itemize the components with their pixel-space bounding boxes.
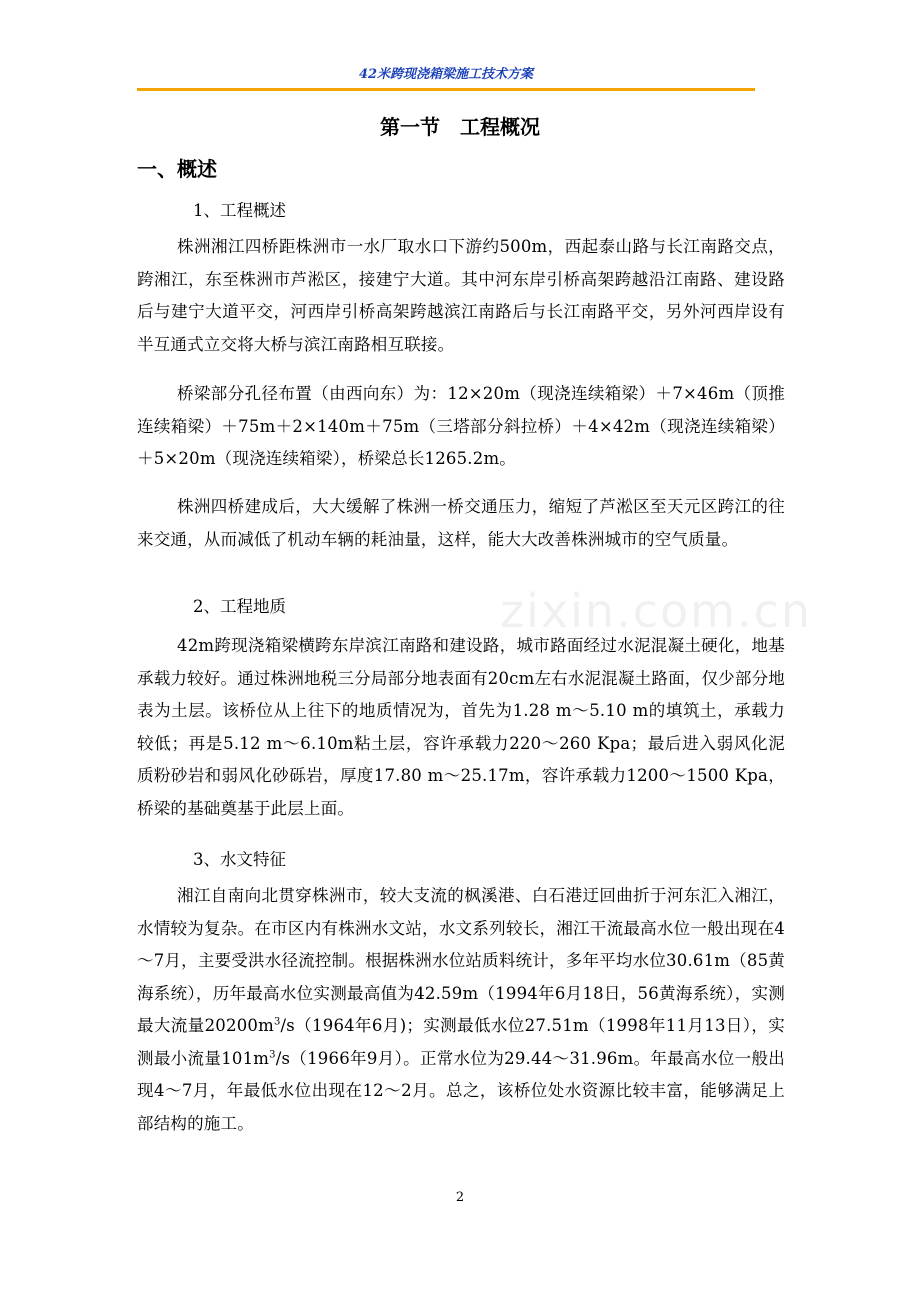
paragraph-geology: 42m跨现浇箱梁横跨东岸滨江南路和建设路，城市路面经过水泥混凝土硬化，地基承载力较好。通过株洲地税三分局部分地表面有20cm左右水泥混凝土路面，仅少部分地表为土层。该桥位从上往下的地质情况为，首先为1.28 m～5.10 m的填筑土，承载力较低；再是5.12 m～6.10m粘土层，容许承载力220～260 Kpa；最后进入弱风化泥质粉砂岩和弱风化砂砾岩，厚度17.80 m～25.17m，容许承载力1200～1500 Kpa，桥梁的基础奠基于此层上面。 [137, 636, 785, 818]
watermark: zixin.com.cn [500, 584, 813, 638]
hydrology-text-a: 湘江自南向北贯穿株洲市，较大支流的枫溪港、白石港迂回曲折于河东汇入湘江，水情较为复杂。在市区内有株洲水文站，水文系列较长，湘江干流最高水位一般出现在4～7月，主要受洪水径流控制。根据株洲水位站质料统计，多年平均水位30.61m（85黄海系统），历年最高水位实测最高值为42.59m（1994年6月18日，56黄海系统），实测最大流量20200m [137, 886, 785, 1035]
page-number: 2 [455, 1190, 465, 1205]
heading-overview: 一、概述 [137, 157, 217, 181]
hydrology-text-c: /s（1966年9月）。正常水位为29.44～31.96m。年最高水位一般出现4～7月，年最低水位出现在12～2月。总之，该桥位处水资源比较丰富，能够满足上部结构的施工。 [137, 1048, 785, 1133]
subheading-hydrology: 3、水文特征 [193, 850, 286, 869]
paragraph-span-layout: 桥梁部分孔径布置（由西向东）为：12×20m（现浇连续箱梁）＋7×46m（顶推连续箱梁）＋75m＋2×140m＋75m（三塔部分斜拉桥）＋4×42m（现浇连续箱梁）＋5×20m（现浇连续箱梁），桥梁总长1265.2m。 [137, 384, 785, 468]
hydrology-text-b: /s（1964年6月)；实测最低水位27.51m（1998年11月13日），实测最小流量101m [137, 1016, 786, 1068]
subheading-project-overview: 1、工程概述 [193, 201, 286, 220]
page-header-title: 42米跨现浇箱梁施工技术方案 [358, 67, 534, 82]
superscript-cubic-2: 3 [269, 1049, 276, 1060]
section-title: 第一节 工程概况 [380, 115, 540, 139]
superscript-cubic-1: 3 [273, 1016, 281, 1028]
paragraph-hydrology [137, 880, 785, 1140]
subheading-geology: 2、工程地质 [193, 597, 286, 616]
paragraph-bridge-benefits: 株洲四桥建成后，大大缓解了株洲一桥交通压力，缩短了芦淞区至天元区跨江的往来交通，从而减低了机动车辆的耗油量，这样，能大大改善株洲城市的空气质量。 [137, 497, 785, 549]
header-divider [137, 88, 755, 91]
paragraph-project-location: 株洲湘江四桥距株洲市一水厂取水口下游约500m，西起泰山路与长江南路交点，跨湘江，东至株洲市芦淞区，接建宁大道。其中河东岸引桥高架跨越沿江南路、建设路后与建宁大道平交，河西岸引桥高架跨越滨江南路后与长江南路平交，另外河西岸设有半互通式立交将大桥与滨江南路相互联接。 [137, 237, 785, 354]
